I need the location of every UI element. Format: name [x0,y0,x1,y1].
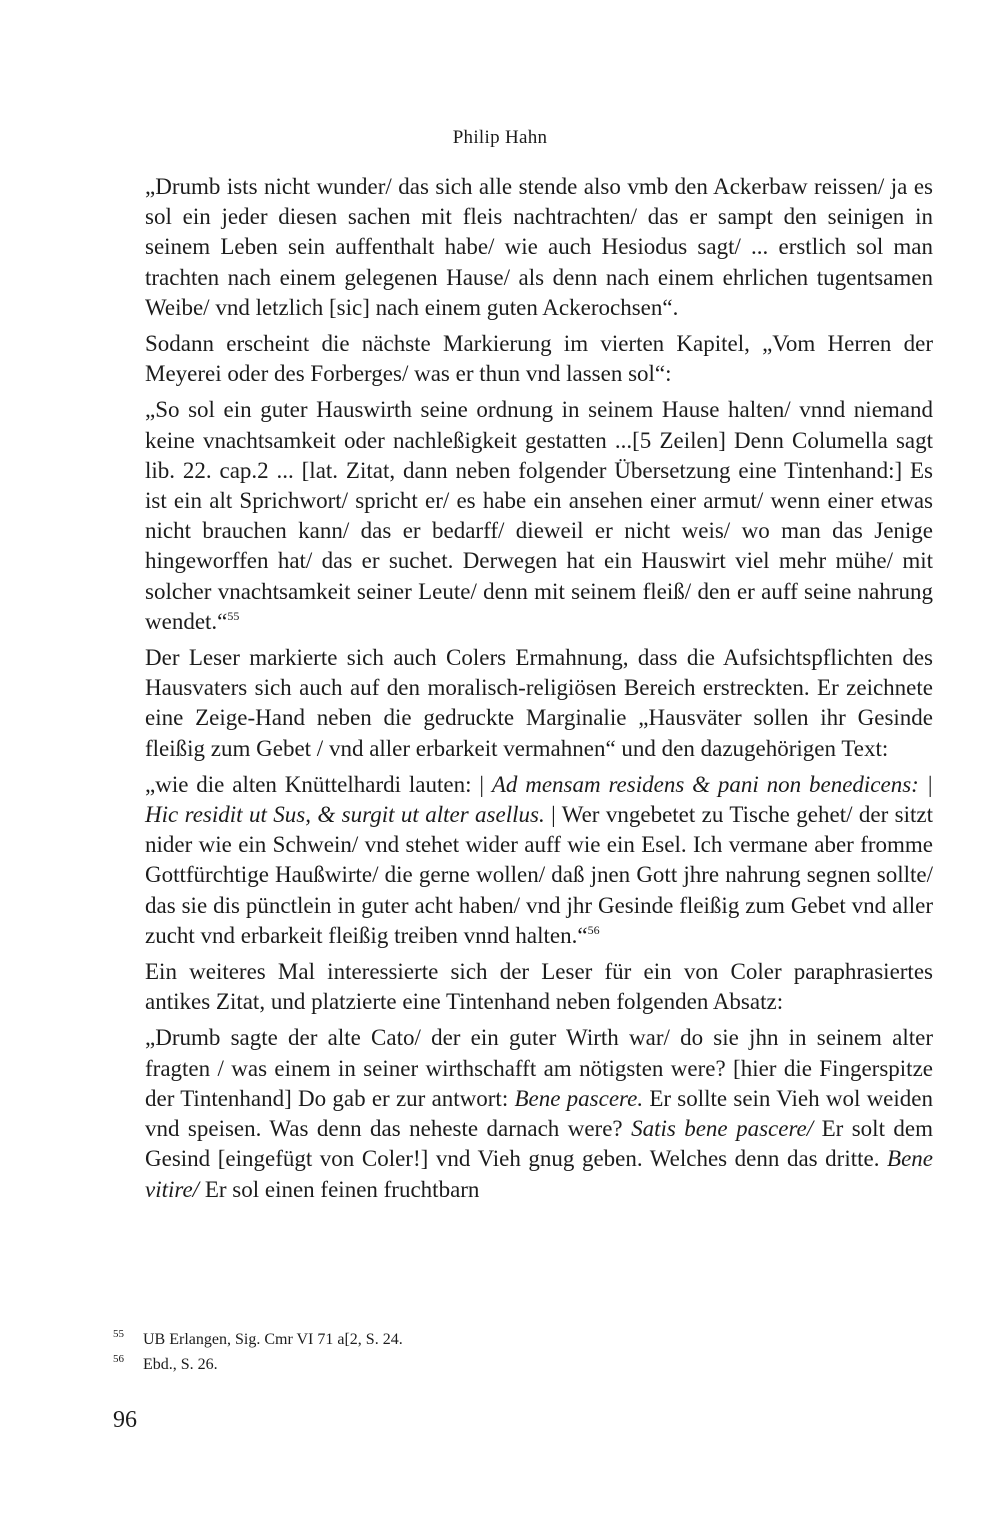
body-text: Sodann erscheint die nächste Markierung im vierten Kapitel, „Vom Herren der Meyerei oder des Forberges/ was er thun vnd lassen sol“: [145,331,933,387]
footnote-55 [113,1327,933,1352]
quote-paragraph [145,1023,933,1204]
quote-text: „Drumb ists nicht wunder/ das sich alle stende also vmb den Ackerbaw reissen/ ja es sol ein jeder diesen sachen mit fleis nachtrachten/ das er sampt den seinigen in seinem Leben sein auffenthalt habe/ wie auch Hesiodus sagt/ ... erstlich sol man trachten nach einem gelegenen Hause/ als denn nach einem ehrlichen tugentsamen Weibe/ vnd letzlich [sic] nach einem guten Ackerochsen“. [145,174,933,320]
latin-phrase: Bene pascere. [514,1085,644,1111]
body-text: Ein weiteres Mal interessierte sich der Leser für ein von Coler paraphrasiertes antikes Zitat, und platzierte eine Tintenhand neben folgenden Absatz: [145,959,933,1015]
quote-text: | Wer vngebetet zu Tische gehet/ der sitzt nider wie ein Schwein/ vnd stehet wider auff wie ein Esel. Ich vermane aber fromme Gottfürchtige Haußwirte/ die gerne wollen/ daß jnen Gott jhre nahrung segnen sollte/ das sie dis pünctlein in guter acht haben/ vnd jhr Gesinde fleißig zum Gebet vnd aller zucht vnd erbarkeit fleißig treiben vnnd halten.“ [145,802,933,948]
latin-phrase: Bene vitire/ [145,1146,933,1202]
latin-verse: Ad mensam residens & pani non benedicens: | Hic residit ut Sus, & surgit ut alter asellus. [145,771,933,828]
body-paragraph [145,643,933,764]
footnote-ref-56[interactable]: 56 [587,922,600,937]
latin-phrase: Satis bene pascere/ [631,1116,814,1142]
quote-text: Er solt dem Gesind [eingefügt von Coler!] vnd Vieh gnug geben. Welches denn das dritte. [145,1116,933,1172]
quote-paragraph [145,172,933,323]
footnote-ref-55[interactable]: 55 [227,608,240,623]
main-text [145,172,933,1205]
quote-text: Er sollte sein Vieh wol weiden vnd speisen. Was denn das neheste darnach were? [145,1085,933,1142]
footnote-56 [113,1352,933,1377]
footnote-number: 55 [113,1328,124,1340]
body-text: Der Leser markierte sich auch Colers Ermahnung, dass die Aufsichtspflichten des Hausvaters sich auch auf den moralisch-religiösen Bereich erstreckten. Er zeichnete eine Zeige-Hand neben die gedruckte Marginalie „Hausväter sollen ihr Gesinde fleißig zum Gebet / vnd aller erbarkeit vermahnen“ und den dazugehörigen Text: [145,645,933,761]
footnote-number: 56 [113,1353,124,1365]
quote-text: „So sol ein guter Hauswirth seine ordnung in seinem Hause halten/ vnnd niemand keine vnachtsamkeit oder nachleßigkeit gestatten ...[5 Zeilen] Denn Columella sagt lib. 22. cap.2 ... [lat. Zitat, dann neben folgender Übersetzung eine Tintenhand:] Es ist ein alt Sprichwort/ spricht er/ es habe ein ansehen einer armut/ wenn einer etwas nicht brauchen kann/ das er bedarff/ dieweil er nicht weis/ wo man das Jenige hingeworffen hat/ das er suchet. Derwegen hat ein Hauswirt viel mehr mühe/ mit solcher vnachtsamkeit seiner Leute/ denn mit seinem fleiß/ den er auff seine nahrung wendet.“ [145,397,933,634]
body-paragraph [145,957,933,1017]
footnote-text: Ebd., S. 26. [143,1356,218,1373]
body-paragraph [145,329,933,389]
running-header: Philip Hahn [452,127,548,148]
quote-text: Er sol einen feinen fruchtbarn [199,1176,480,1202]
quote-paragraph [145,395,933,637]
quote-text: „wie die alten Knüttelhardi lauten: | [145,771,492,797]
quote-paragraph [145,770,933,951]
footnotes [113,1327,933,1377]
page-number: 96 [113,1407,137,1433]
quote-text: „Drumb sagte der alte Cato/ der ein guter Wirth war/ do sie jhn in seinem alter fragten / was einem in seiner wirthschafft am nötigsten were? [hier die Fingerspitze der Tintenhand] Do gab er zur antwort: [145,1025,933,1111]
footnote-text: UB Erlangen, Sig. Cmr VI 71 a[2, S. 24. [143,1331,403,1348]
